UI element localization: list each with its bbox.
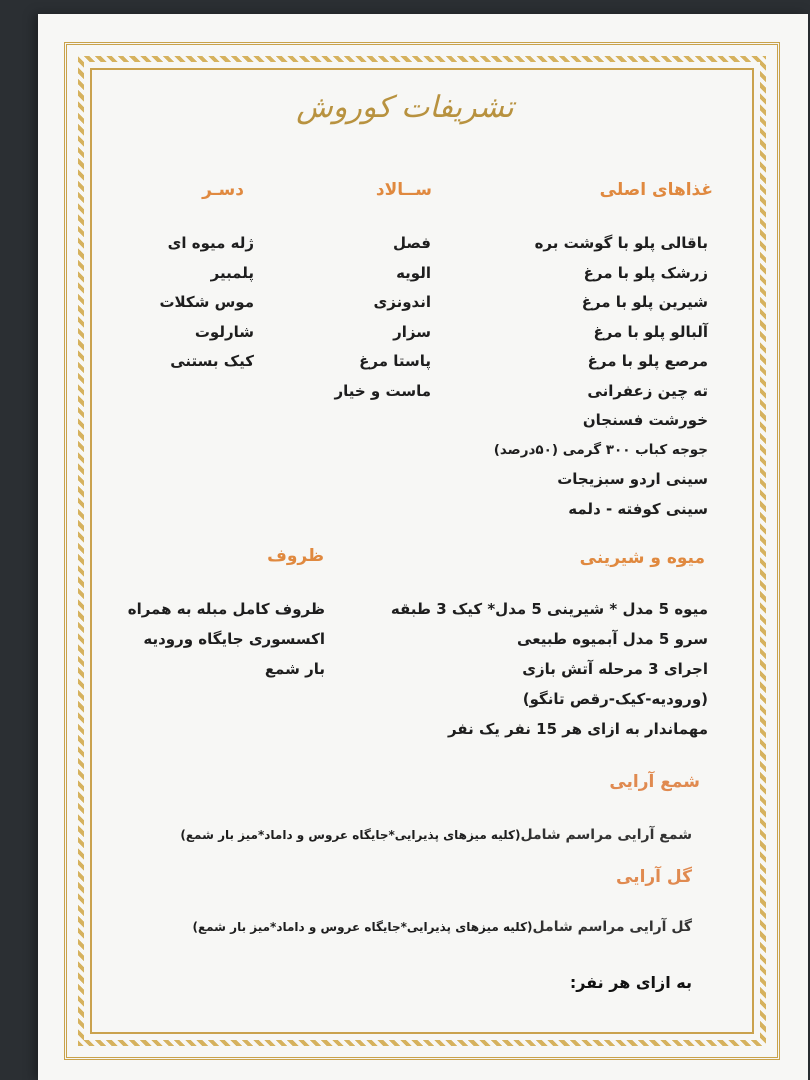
candle-detail: (کلیه میزهای پذیرایی*جایگاه عروس و داماد*میز بار شمع) (180, 828, 521, 842)
list-item: اکسسوری جایگاه ورودیه (143, 630, 325, 648)
list-item: بار شمع (264, 660, 325, 678)
list-item: ظروف کامل مبله به همراه (127, 600, 325, 618)
list-item: زرشک پلو با مرغ (583, 263, 708, 282)
list-item: ته چین زعفرانی (587, 381, 708, 400)
list-item: خورشت فسنجان (582, 411, 708, 429)
dessert-list (159, 229, 254, 377)
candle-heading: شمع آرایی (609, 772, 700, 792)
flower-heading: گل آرایی (615, 867, 692, 887)
fruit-sweets-list (391, 594, 708, 744)
list-item: جوجه کباب ۳۰۰ گرمی (۵۰درصد) (493, 441, 708, 458)
list-item: سینی کوفته - دلمه (568, 499, 708, 518)
list-item: ژله میوه ای (167, 234, 254, 252)
list-item: اجرای 3 مرحله آتش بازی (522, 660, 708, 678)
list-item: موس شکلات (159, 293, 254, 311)
dessert-heading: دسـر (202, 180, 244, 200)
list-item: پلمبیر (210, 263, 254, 282)
list-item: مرصع پلو با مرغ (587, 352, 708, 370)
fruit-sweets-heading: میوه و شیرینی (579, 548, 705, 568)
candle-description (180, 824, 692, 843)
main-dishes-list (494, 229, 708, 524)
dishes-heading: ظروف (267, 546, 324, 566)
list-item: ماست و خیار (334, 381, 431, 400)
main-dishes-heading: غذاهای اصلی (599, 180, 713, 200)
per-person-label: به ازای هر نفر: (569, 973, 692, 992)
candle-prefix: شمع آرایی مراسم شامل (520, 827, 692, 843)
list-item: آلبالو پلو با مرغ (593, 322, 708, 341)
salad-list (334, 229, 431, 406)
list-item: الویه (396, 263, 431, 282)
list-item: شارلوت (194, 322, 254, 341)
flower-description (192, 916, 692, 935)
list-item: سرو 5 مدل آبمیوه طبیعی (517, 630, 708, 648)
flower-prefix: گل آرایی مراسم شامل (532, 919, 692, 935)
list-item: پاستا مرغ (359, 352, 431, 370)
list-item: باقالی پلو با گوشت بره (534, 234, 708, 252)
page-title: تشریفات کوروش (296, 90, 514, 125)
list-item: سزار (393, 322, 431, 341)
salad-heading: ســالاد (375, 180, 432, 200)
flower-detail: (کلیه میزهای پذیرایی*جایگاه عروس و داماد*میز بار شمع) (192, 920, 533, 934)
list-item: فصل (393, 234, 431, 252)
dishes-list (128, 594, 325, 684)
list-item: (ورودیه-کیک-رقص تانگو) (522, 690, 708, 708)
list-item: کیک بستنی (170, 352, 254, 370)
list-item: اندونزی (373, 293, 431, 311)
list-item: سینی اردو سبزیجات (557, 470, 708, 488)
list-item: میوه 5 مدل * شیرینی 5 مدل* کیک 3 طبقه (390, 600, 708, 618)
list-item: مهماندار به ازای هر 15 نفر یک نفر (447, 720, 708, 738)
list-item: شیرین پلو با مرغ (581, 293, 708, 311)
